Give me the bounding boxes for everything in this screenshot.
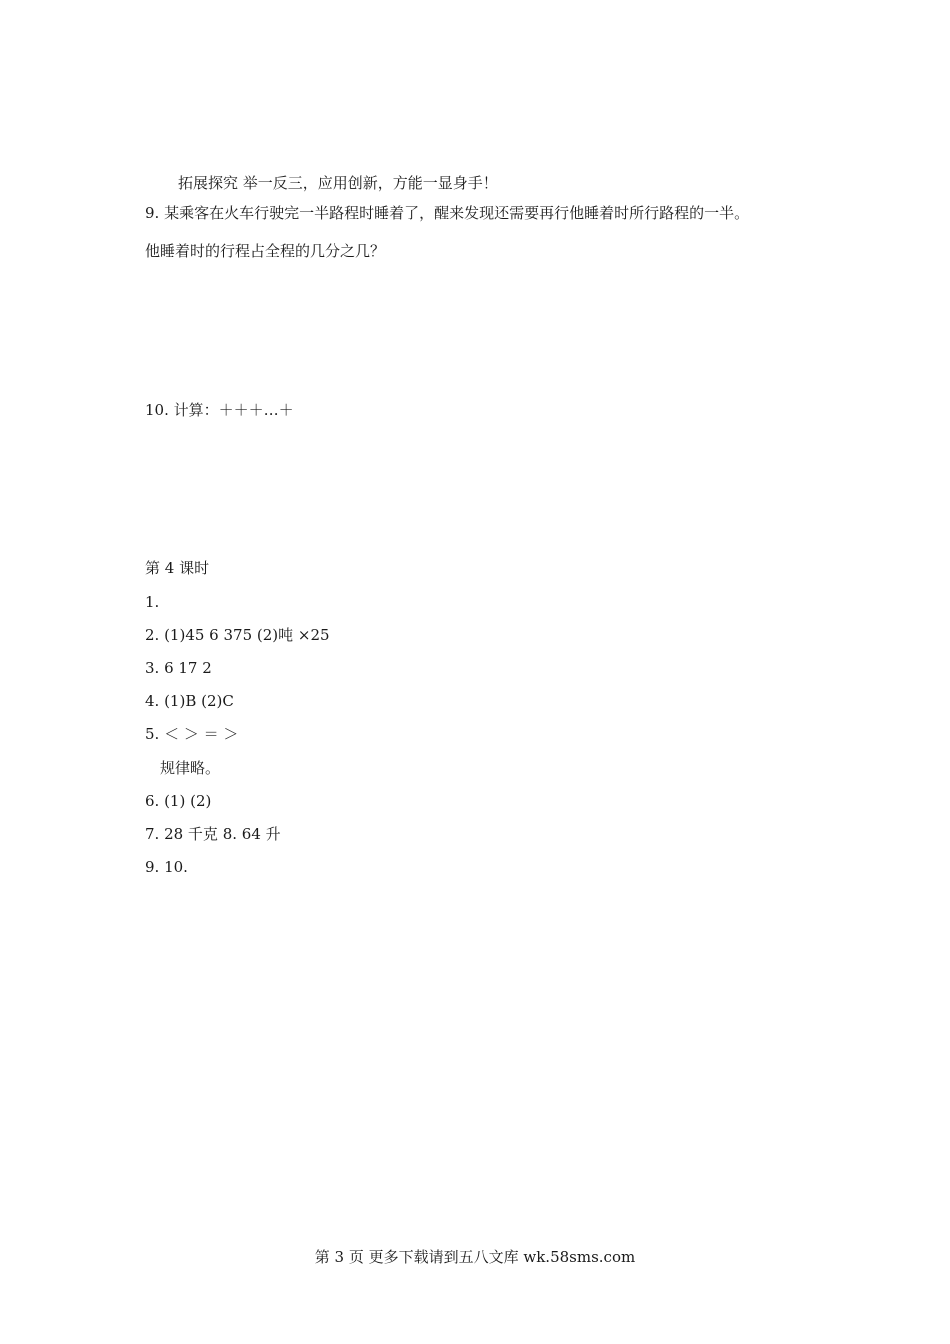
answer-5-note: 规律略。 [160, 759, 221, 777]
answer-1: 1. [145, 593, 160, 611]
answer-7-8: 7. 28 千克 8. 64 升 [145, 825, 281, 843]
answers-title: 第 4 课时 [145, 559, 210, 577]
answer-6: 6. (1) (2) [145, 792, 212, 810]
answer-3: 3. 6 17 2 [145, 659, 212, 677]
page-footer: 第 3 页 更多下载请到五八文库 wk.58sms.com [314, 1248, 636, 1266]
question-10: 10. 计算：＋＋＋…＋ [145, 401, 294, 419]
section-intro: 拓展探究 举一反三，应用创新，方能一显身手！ [178, 174, 498, 192]
answer-5: 5. ＜ ＞ ＝ ＞ [145, 725, 239, 743]
question-9-line-2: 他睡着时的行程占全程的几分之几？ [145, 242, 386, 260]
answer-2: 2. (1)45 6 375 (2)吨 ×25 [145, 626, 330, 644]
answer-4: 4. (1)B (2)C [145, 692, 234, 710]
answer-9-10: 9. 10. [145, 858, 188, 876]
question-9-line-1: 9. 某乘客在火车行驶完一半路程时睡着了，醒来发现还需要再行他睡着时所行路程的一半。 [145, 204, 750, 222]
